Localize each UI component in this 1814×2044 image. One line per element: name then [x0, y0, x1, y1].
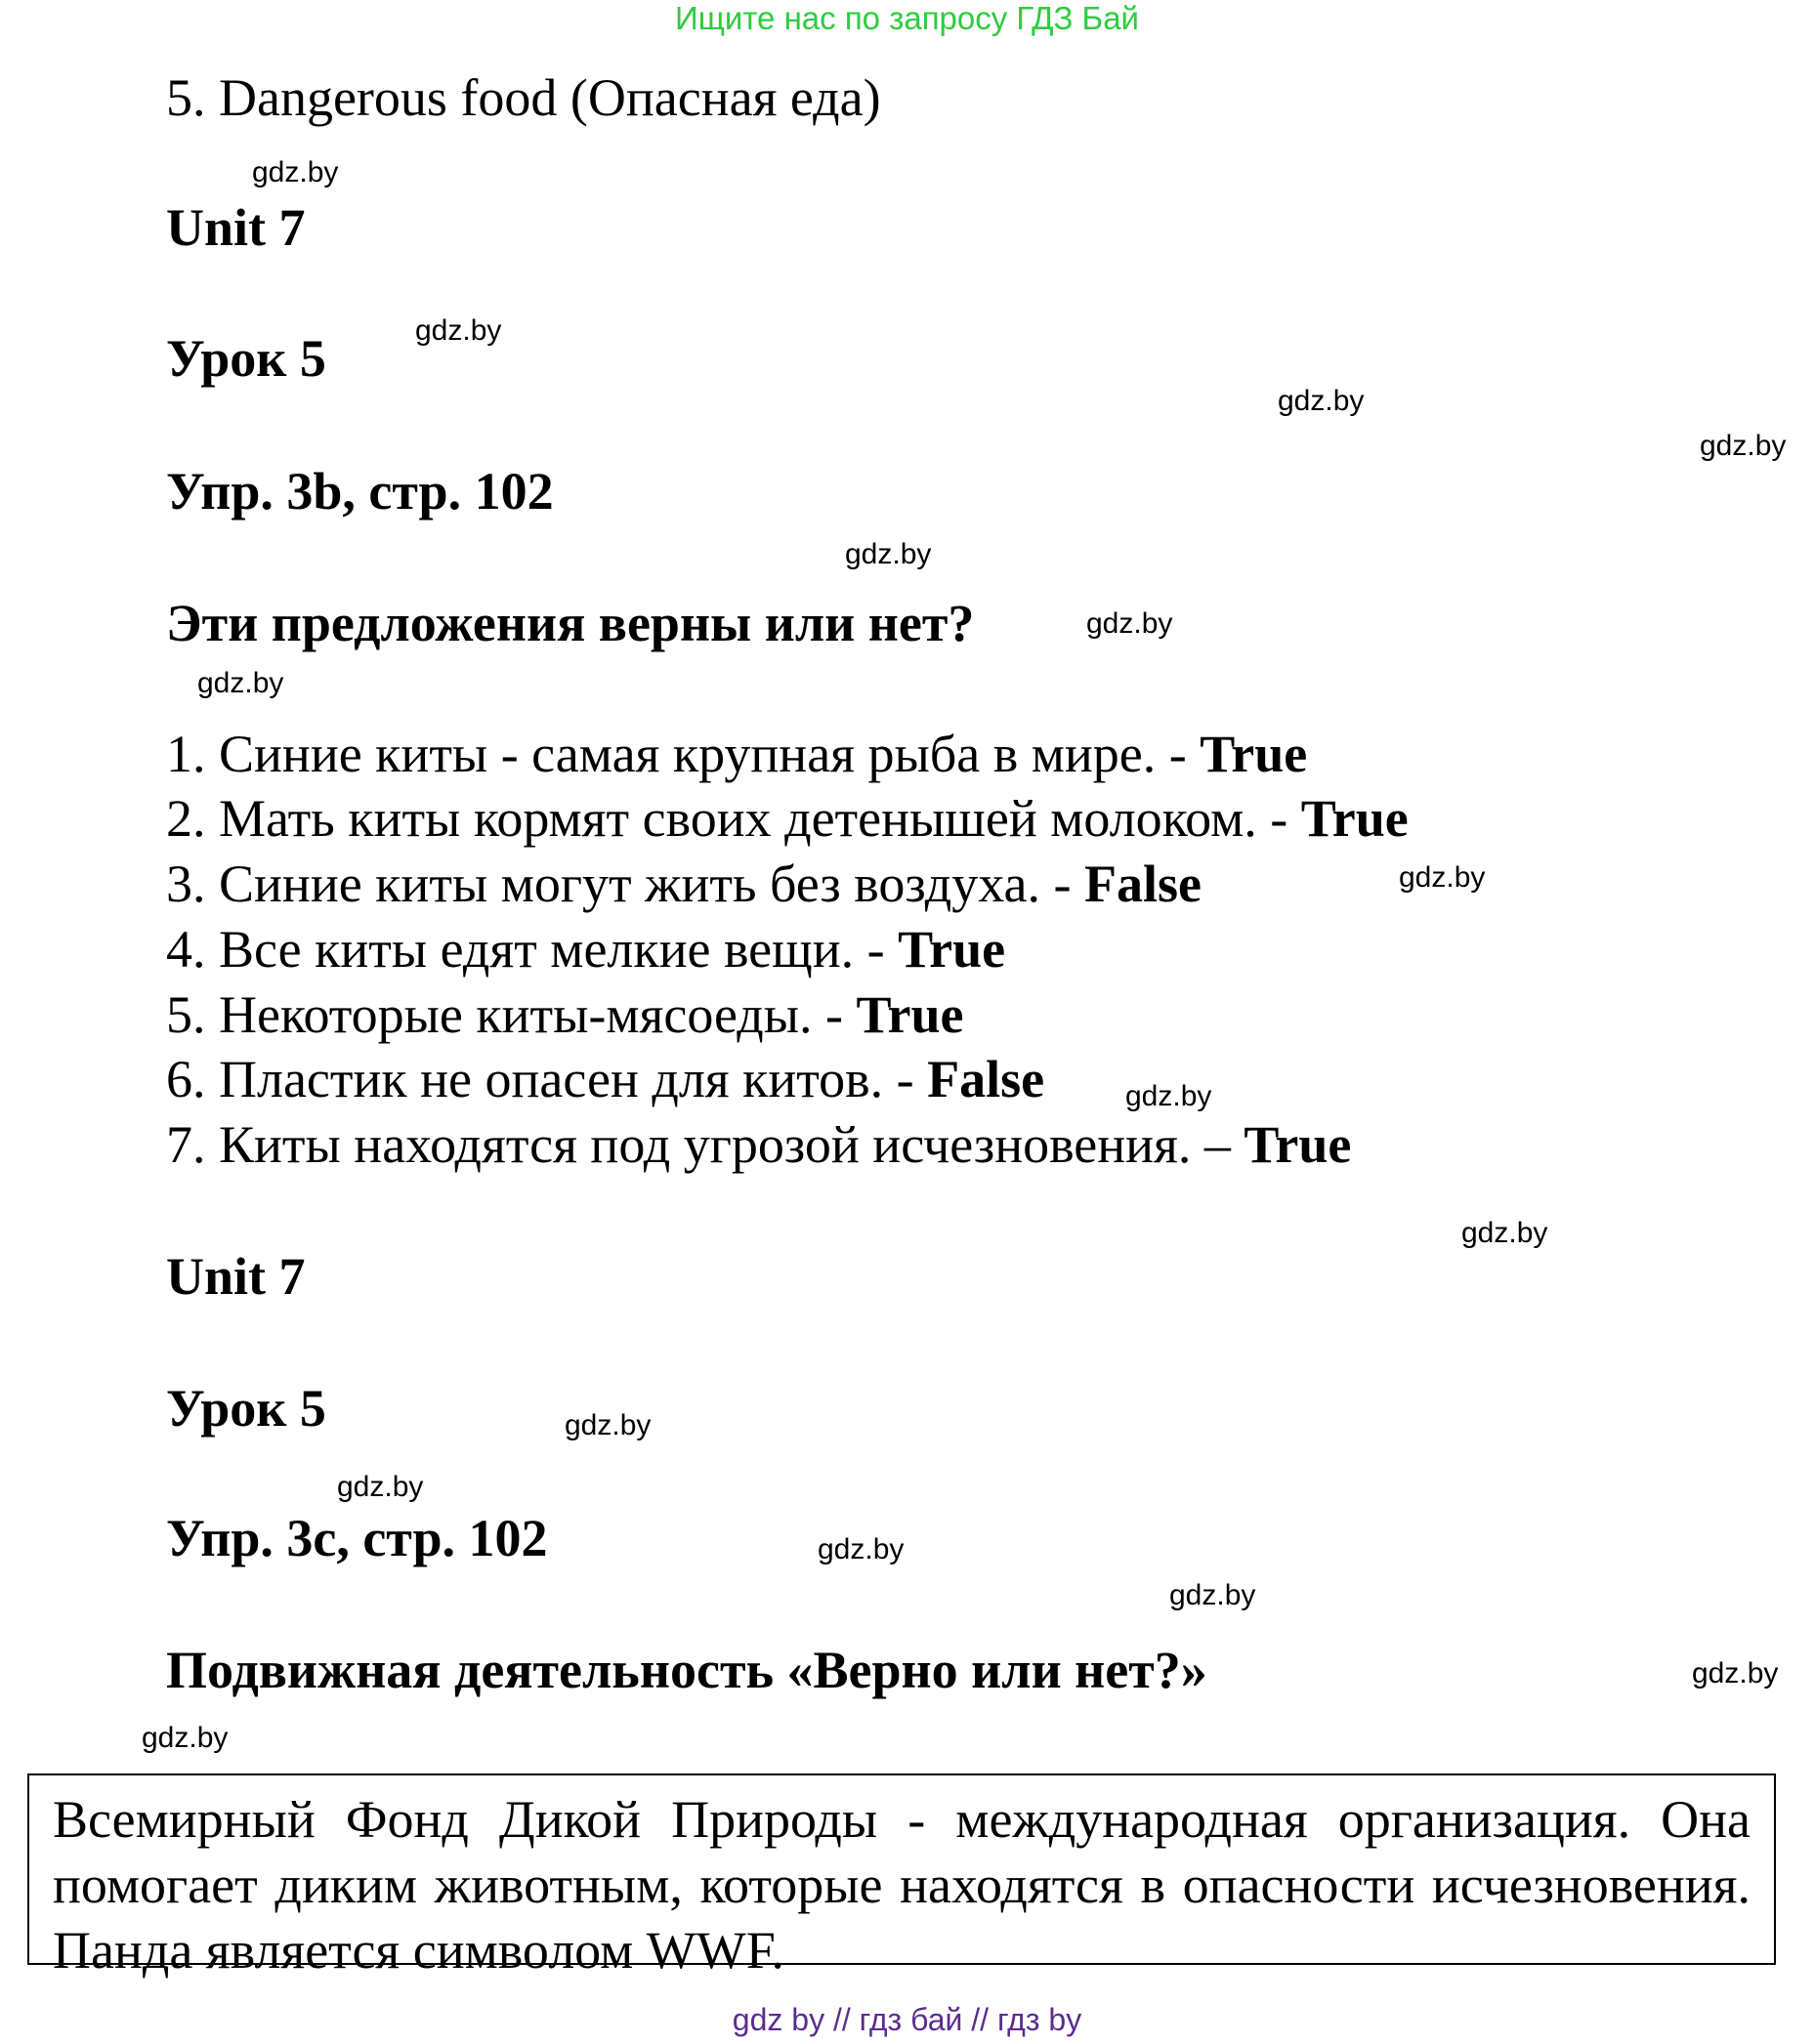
- item-text: 1. Синие киты - самая крупная рыба в мире. -: [166, 725, 1201, 783]
- answer-item: [166, 1115, 1351, 1174]
- task-heading: Подвижная деятельность «Верно или нет?»: [166, 1641, 1207, 1699]
- watermark: gdz.by: [197, 667, 284, 699]
- watermark: gdz.by: [1692, 1657, 1779, 1689]
- item-answer: True: [1200, 725, 1308, 783]
- lesson-heading: Урок 5: [166, 329, 326, 388]
- item-text: 3. Синие киты могут жить без воздуха. -: [166, 855, 1084, 913]
- watermark: gdz.by: [818, 1533, 905, 1565]
- answer-item: [166, 920, 1005, 979]
- watermark: gdz.by: [1278, 385, 1365, 417]
- item-answer: True: [1300, 789, 1409, 848]
- watermark: gdz.by: [565, 1409, 652, 1441]
- item-text: 7. Киты находятся под угрозой исчезновения. –: [166, 1115, 1244, 1174]
- info-box: [27, 1773, 1776, 1980]
- exercise-heading: Упр. 3c, стр. 102: [166, 1509, 548, 1567]
- watermark: gdz.by: [845, 538, 932, 570]
- watermark: gdz.by: [1461, 1217, 1548, 1249]
- answer-item: [166, 789, 1409, 848]
- top-banner[interactable]: Ищите нас по запросу ГДЗ Бай: [675, 0, 1139, 36]
- watermark: gdz.by: [1399, 861, 1486, 894]
- watermark: gdz.by: [415, 314, 502, 347]
- item-text: 6. Пластик не опасен для китов. -: [166, 1050, 928, 1108]
- answer-item: [166, 725, 1307, 783]
- watermark: gdz.by: [337, 1471, 424, 1503]
- task-heading: Эти предложения верны или нет?: [166, 594, 975, 652]
- item-answer: True: [1244, 1115, 1352, 1174]
- item-text: 4. Все киты едят мелкие вещи. -: [166, 920, 899, 979]
- item-answer: False: [927, 1050, 1045, 1108]
- watermark: gdz.by: [1169, 1579, 1256, 1611]
- watermark: gdz.by: [142, 1722, 229, 1754]
- previous-list-item: 5. Dangerous food (Опасная еда): [166, 68, 881, 127]
- lesson-heading: Урок 5: [166, 1379, 326, 1438]
- exercise-heading: Упр. 3b, стр. 102: [166, 462, 554, 521]
- info-box-text: Всемирный Фонд Дикой Природы - международная организация. Она помогает диким животным, которые находятся в опасности исчезновения. Панда является символом WWF.: [53, 1790, 1751, 1980]
- item-answer: False: [1083, 855, 1202, 913]
- watermark: gdz.by: [252, 156, 339, 188]
- answer-item: [166, 855, 1202, 913]
- unit-heading: Unit 7: [166, 1247, 306, 1306]
- watermark: gdz.by: [1125, 1080, 1212, 1112]
- footer-links[interactable]: gdz by // гдз бай // гдз by: [732, 2002, 1082, 2037]
- item-answer: True: [898, 920, 1006, 979]
- watermark: gdz.by: [1086, 607, 1173, 640]
- answer-item: [166, 985, 964, 1044]
- watermark: gdz.by: [1700, 430, 1787, 462]
- item-text: 5. Некоторые киты-мясоеды. -: [166, 985, 857, 1044]
- unit-heading: Unit 7: [166, 198, 306, 257]
- answer-item: [166, 1050, 1044, 1108]
- item-text: 2. Мать киты кормят своих детенышей молоком. -: [166, 789, 1301, 848]
- item-answer: True: [856, 985, 964, 1044]
